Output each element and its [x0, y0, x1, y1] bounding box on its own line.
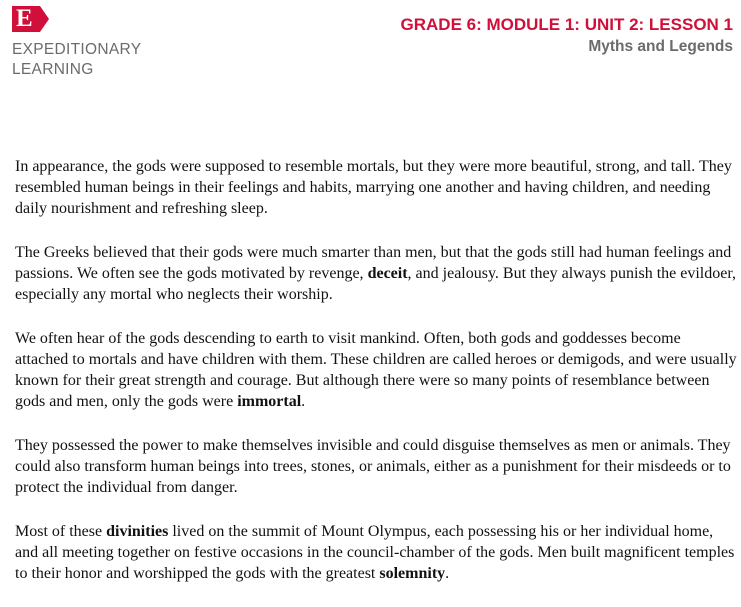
logo-mark-letter: E [16, 5, 33, 32]
vocab-word-immortal: immortal [237, 393, 302, 410]
reading-passage [15, 156, 737, 607]
lesson-title: GRADE 6: MODULE 1: UNIT 2: LESSON 1 [400, 15, 733, 34]
lesson-header [401, 15, 733, 57]
paragraph-1: In appearance, the gods were supposed to resemble mortals, but they were more beautiful, strong, and tall. They resembled human beings in their feelings and habits, marrying one another and having children, and needing daily nourishment and refreshing sleep. [15, 158, 732, 217]
logo-mark [12, 6, 40, 32]
vocab-word-divinities: divinities [106, 523, 169, 540]
paragraph-5: Most of these divinities lived on the summit of Mount Olympus, each possessing his or her individual home, and all meeting together on festive occasions in the council-chamber of the gods. Men built magnificent temples to their honor and worshipped the gods with the greatest solemnity. [15, 523, 735, 582]
vocab-word-solemnity: solemnity [379, 565, 446, 582]
lesson-subtitle: Myths and Legends [588, 38, 733, 55]
vocab-word-deceit: deceit [367, 265, 408, 282]
paragraph-4: They possessed the power to make themselves invisible and could disguise themselves as men or animals. They could also transform human beings into trees, stones, or animals, either as a punishment for their misdeeds or to protect the individual from danger. [15, 437, 731, 496]
paragraph-3: We often hear of the gods descending to earth to visit mankind. Often, both gods and goddesses become attached to mortals and have children with them. These children are called heroes or demigods, and were usually known for their great strength and courage. But although there were so many points of resemblance between gods and men, only the gods were immortal. [15, 330, 737, 410]
logo-wordmark [12, 40, 141, 80]
paragraph-2: The Greeks believed that their gods were much smarter than men, but that the gods still had human feelings and passions. We often see the gods motivated by revenge, deceit, and jealousy. But they always punish the evildoer, especially any mortal who neglects their worship. [15, 244, 737, 303]
expeditionary-learning-logo [12, 6, 141, 80]
logo-line-1: EXPEDITIONARY [12, 41, 142, 58]
logo-line-2: LEARNING [12, 61, 94, 78]
